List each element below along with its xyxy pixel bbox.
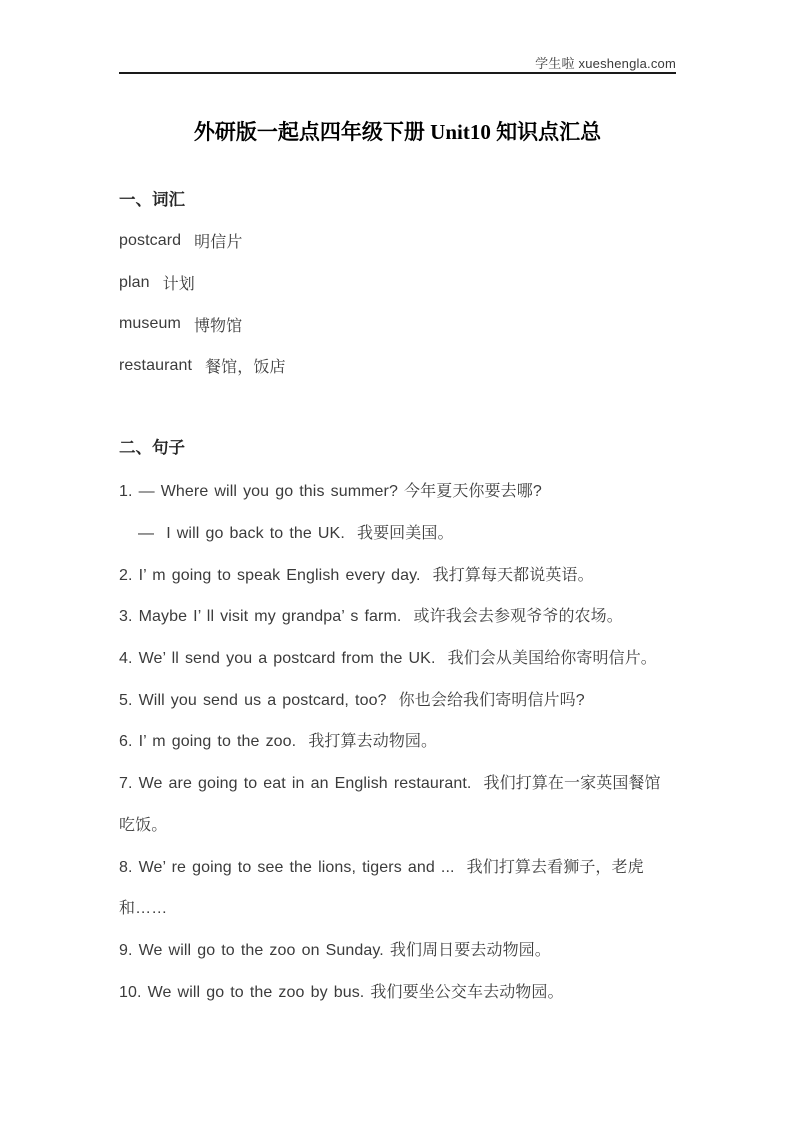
sentence-line: 6. I’ m going to the zoo. 我打算去动物园。	[119, 733, 438, 751]
vocab-item	[119, 303, 286, 345]
vocab-word: museum	[119, 315, 181, 333]
vocab-word: postcard	[119, 231, 182, 249]
site-watermark: 学生啦 xueshengla.com	[535, 56, 676, 71]
sentence-line: 4. We’ ll send you a postcard from the UK. 我们会从美国给你寄明信片。	[119, 650, 657, 668]
vocab-word: plan	[119, 273, 150, 291]
vocab-meaning: 博物馆	[193, 317, 243, 335]
sentence-line: 5. Will you send us a postcard, too? 你也会给我们寄明信片吗?	[119, 691, 585, 709]
sentence-line: 3. Maybe I’ ll visit my grandpa’ s farm. 或许我会去参观爷爷的农场。	[119, 608, 623, 626]
sentence-line: 7. We are going to eat in an English restaurant. 我们打算在一家英国餐馆	[119, 775, 661, 793]
vocabulary-list	[119, 220, 286, 387]
section-heading-vocabulary: 一、词汇	[119, 191, 185, 209]
sentence-line: 10. We will go to the zoo by bus. 我们要坐公交车去动物园。	[119, 983, 564, 1001]
document-title: 外研版一起点四年级下册 Unit10 知识点汇总	[193, 120, 602, 144]
sentence-line: 1. — Where will you go this summer? 今年夏天你要去哪?	[119, 483, 542, 501]
vocab-meaning: 明信片	[194, 234, 243, 252]
sentence-line: 2. I’ m going to speak English every day. 我打算每天都说英语。	[119, 566, 594, 584]
vocab-meaning: 餐馆，饭店	[205, 359, 286, 377]
header-divider	[119, 72, 676, 74]
vocab-meaning: 计划	[162, 276, 195, 294]
vocab-item	[119, 345, 286, 387]
sentence-line: — I will go back to the UK. 我要回美国。	[138, 525, 454, 543]
section-heading-sentences: 二、句子	[119, 439, 185, 457]
vocab-item	[119, 220, 286, 262]
sentence-list	[119, 469, 661, 1011]
vocab-item	[119, 262, 286, 304]
vocab-word: restaurant	[119, 356, 193, 374]
sentence-line: 和……	[119, 900, 168, 918]
sentence-line: 9. We will go to the zoo on Sunday. 我们周日要去动物园。	[119, 941, 551, 959]
sentence-line: 吃饭。	[119, 816, 168, 834]
sentence-line: 8. We’ re going to see the lions, tigers and ... 我们打算去看狮子，老虎	[119, 858, 644, 876]
